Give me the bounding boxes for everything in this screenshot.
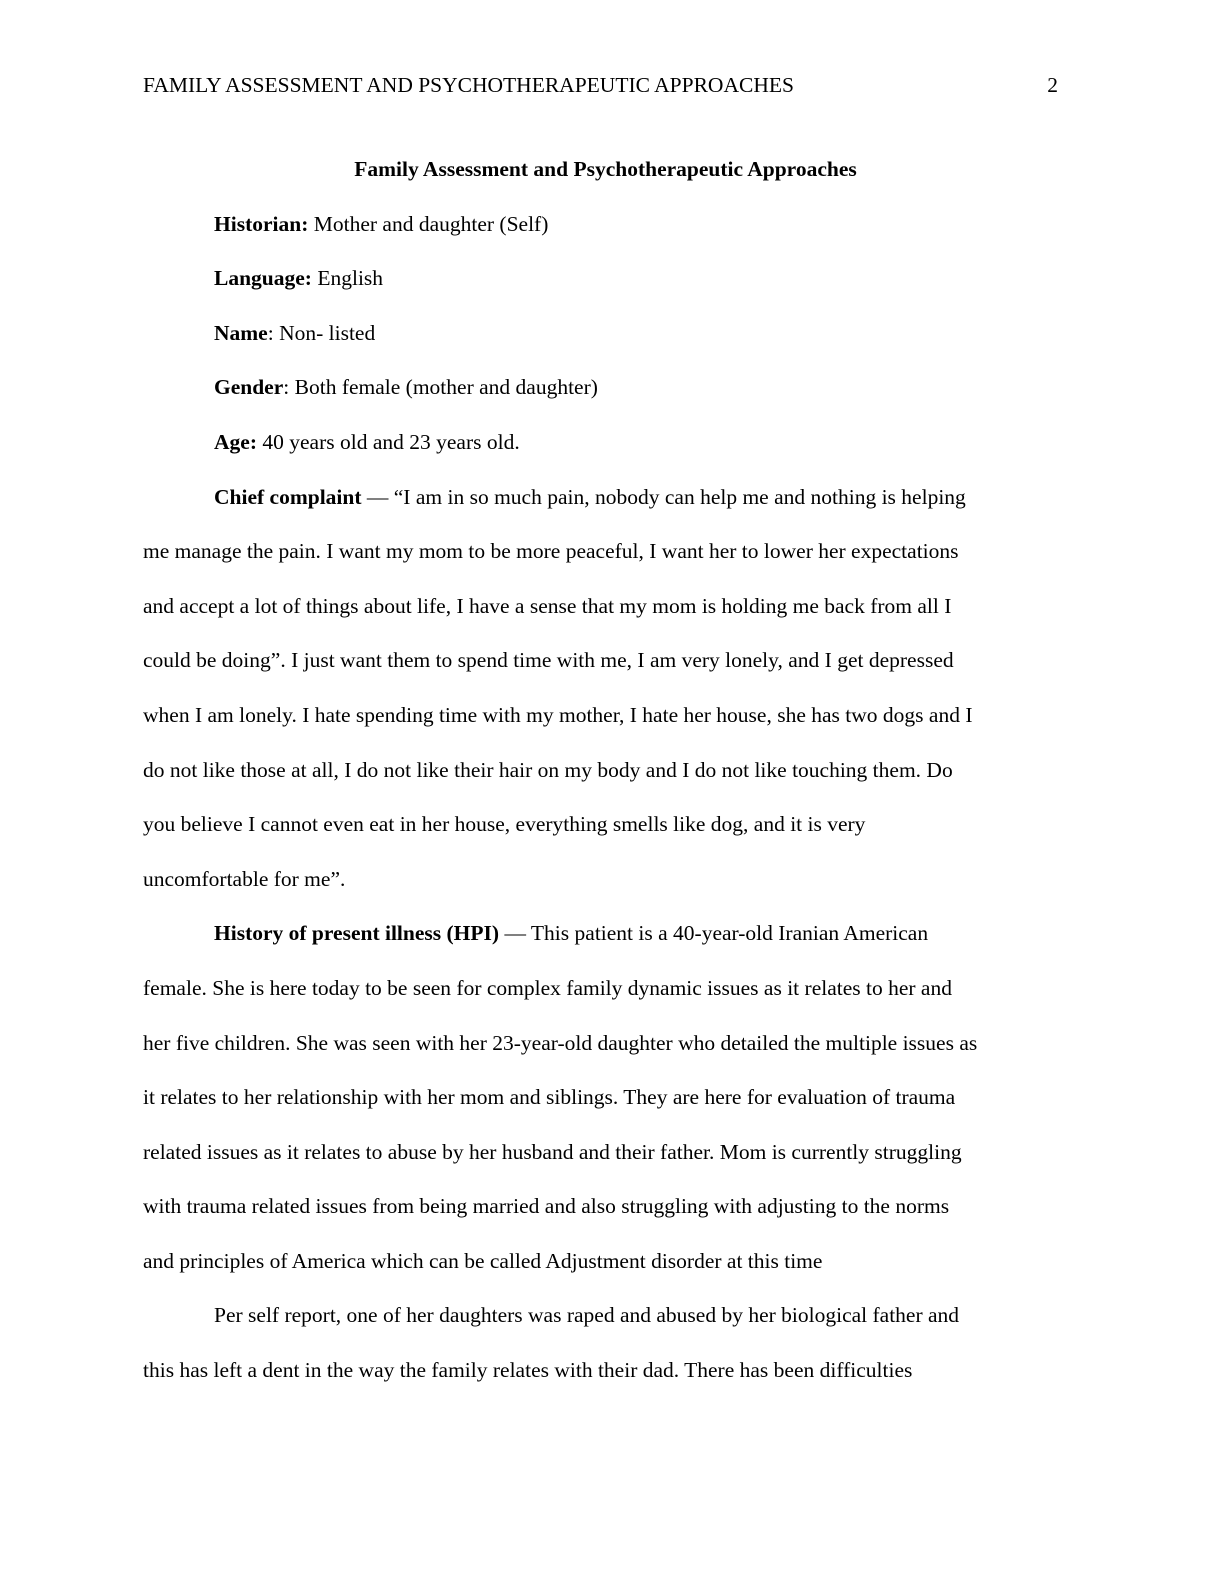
name-label: Name — [214, 320, 268, 345]
paragraph-line: with trauma related issues from being married and also struggling with adjusting to the norms — [143, 1194, 950, 1219]
document-title: Family Assessment and Psychotherapeutic Approaches — [354, 157, 857, 181]
gender-value: : Both female (mother and daughter) — [283, 375, 598, 400]
name-value: : Non- listed — [267, 320, 376, 345]
self-report-paragraph — [143, 1288, 1063, 1397]
language-value: English — [311, 266, 384, 291]
paragraph-line: History of present illness (HPI) — This patient is a 40-year-old Iranian American — [214, 921, 929, 946]
hpi-paragraph — [143, 906, 1063, 1288]
paragraph-line: related issues as it relates to abuse by her husband and their father. Mom is currently struggling — [143, 1139, 962, 1164]
page-header — [143, 70, 1058, 100]
chief-complaint-label: Chief complaint — [214, 484, 362, 509]
gender-field — [143, 360, 1063, 415]
historian-value: Mother and daughter (Self) — [308, 211, 549, 236]
paragraph-line: me manage the pain. I want my mom to be more peaceful, I want her to lower her expectations — [143, 539, 959, 564]
name-field — [143, 306, 1063, 361]
language-label: Language: — [214, 266, 312, 291]
page-number: 2 — [1047, 73, 1058, 97]
paragraph-line: female. She is here today to be seen for complex family dynamic issues as it relates to her and — [143, 975, 952, 1000]
paragraph-line: and accept a lot of things about life, I have a sense that my mom is holding me back from all I — [143, 593, 952, 618]
gender-label: Gender — [214, 375, 284, 400]
paragraph-line: when I am lonely. I hate spending time with my mother, I hate her house, she has two dogs and I — [143, 702, 973, 727]
paragraph-line: do not like those at all, I do not like their hair on my body and I do not like touching them. Do — [143, 757, 953, 782]
language-field — [143, 251, 1063, 306]
age-value: 40 years old and 23 years old. — [256, 429, 520, 454]
paragraph-line: you believe I cannot even eat in her house, everything smells like dog, and it is very — [143, 812, 866, 837]
paragraph-line: this has left a dent in the way the family relates with their dad. There has been difficulties — [143, 1358, 913, 1383]
paragraph-line: could be doing”. I just want them to spend time with me, I am very lonely, and I get depressed — [143, 648, 954, 673]
paragraph-line: and principles of America which can be called Adjustment disorder at this time — [143, 1248, 823, 1273]
document-body — [143, 142, 1063, 1398]
paragraph-line: uncomfortable for me”. — [143, 866, 346, 891]
paragraph-line: it relates to her relationship with her mom and siblings. They are here for evaluation of trauma — [143, 1085, 956, 1110]
age-label: Age: — [214, 429, 257, 454]
hpi-label: History of present illness (HPI) — [214, 921, 500, 946]
historian-field — [143, 197, 1063, 252]
chief-complaint-paragraph — [143, 470, 1063, 907]
paragraph-line: her five children. She was seen with her 23-year-old daughter who detailed the multiple issues as — [143, 1030, 978, 1055]
age-field — [143, 415, 1063, 470]
paragraph-line: Chief complaint — “I am in so much pain, nobody can help me and nothing is helping — [214, 484, 966, 509]
paragraph-line: Per self report, one of her daughters was raped and abused by her biological father and — [214, 1303, 960, 1328]
running-head: FAMILY ASSESSMENT AND PSYCHOTHERAPEUTIC APPROACHES — [143, 73, 794, 97]
historian-label: Historian: — [214, 211, 309, 236]
